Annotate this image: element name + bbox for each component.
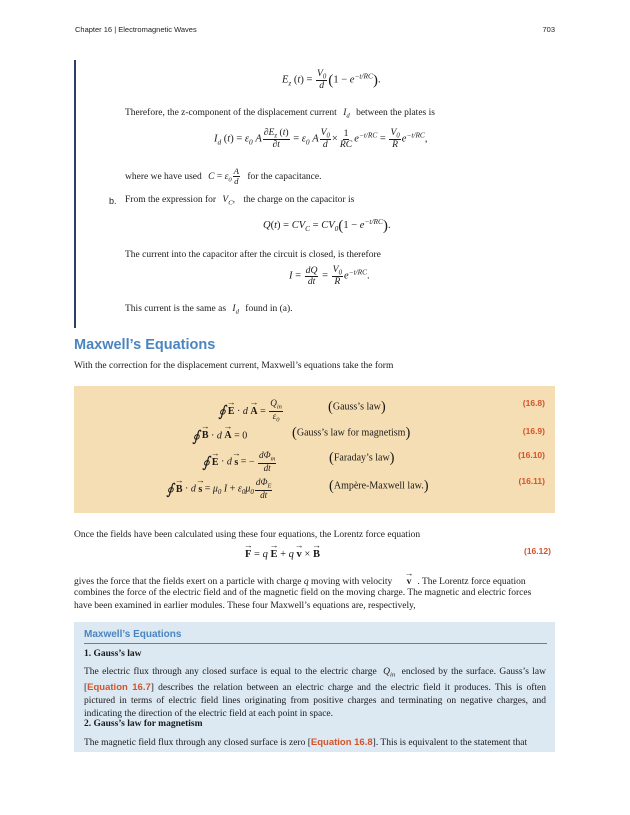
equation-i: I = $\frac{dQ}{dt}$ = $\frac{V_0}{R}$ $e^{-t/RC}$. [289,264,370,288]
equation-faraday: ∮→ E · d → s = − $\frac{d\Phi_m}{dt}$ [202,451,277,474]
equation-lorentz: → F = q → E + q → v × → B [245,546,320,560]
equation-gauss-magnetism: ∮→ B · d → A = 0 [192,427,247,446]
part-b-label: b. [109,196,117,206]
eqnum-16-8: (16.8) [522,398,545,408]
therefore-tail: between the plates is [356,108,435,118]
item1-text-b: enclosed by the surface. Gauss’s law [401,667,547,677]
from-expression-text: From the expression for [125,195,217,205]
equation-gauss: ∮→ E · d → A = $\frac{Q_{in}}{\varepsilon_0}$ [218,399,284,424]
lorentz-p1b: moving with velocity [310,577,393,587]
same-as-line: This current is the same as $I_d$ found in (a). [125,304,293,316]
item2-text-a: The magnetic field flux through any closed surface is zero [84,738,306,748]
note-item2-title: 2. Gauss’s law for magnetism [84,719,203,729]
page-number: 703 [542,25,555,34]
charge-on-capacitor-text: the charge on the capacitor is [243,195,355,205]
equation-16-8-link[interactable]: Equation 16.8 [310,737,373,748]
eqnum-16-9: (16.9) [522,426,545,436]
part-b-line: From the expression for $V_C$, the charge on the capacitor is [125,195,355,207]
example-sidebar-rule [74,60,76,328]
item2-text-b: . This is equivalent to the statement that [375,738,528,748]
item1-text-a: The electric flux through any closed surface is equal to the electric charge [84,667,377,677]
note-item1-title: 1. Gauss’s law [84,649,142,659]
label-gauss: (Gauss’s law) [328,399,386,415]
therefore-text: Therefore, the z-component of the displacement current [125,108,337,118]
current-into-text: The current into the capacitor after the circuit is closed, is therefore [125,250,381,260]
section-title: Maxwell’s Equations [74,337,216,353]
where-used-text: where we have used [125,171,202,182]
maxwell-summary-box [74,622,555,752]
ampere-maxwell-label: Ampère-Maxwell law [333,480,422,492]
equation-ez: $E_z$ (t) = $\frac{V_0}{d}$ $(1 - e^{-t/RC})$. [282,68,381,92]
equation-q: $Q(t) = CV_C = CV_0(1 - e^{-t/RC})$. [263,217,391,234]
lorentz-lead: Once the fields have been calculated using these four equations, the Lorentz force equation [74,530,421,540]
lorentz-p1c: . The Lorentz force equation [417,577,526,587]
lorentz-line-1: gives the force that the fields exert on a particle with charge q moving with velocity → v . The Lorentz force equation [74,572,526,589]
equation-16-7-link[interactable]: Equation 16.7 [87,682,151,694]
lorentz-p1: gives the force that the fields exert on a particle with charge [74,577,302,587]
gauss-law-label: Gauss’s law [332,401,381,413]
item1-text-c: describes the relation between an electric charge and the electric field it produces. This is often pictured in terms of electric field lines originating from positive charges and terminating on negative charges, and indicating the direction of the electric field at each point in space. [84,683,547,720]
eqnum-16-12: (16.12) [524,546,551,556]
note-item1-body: The electric flux through any closed surface is equal to the electric charge $Q_{in}$ enclosed by the surface. Gauss’s law [Equation 16.7] describes the relation between an electric charge and the electric field it produces. This is often pictured in terms of electric field lines originating from positive charges and terminating on negative charges, and indicating the direction of the electric field at each point in space. [84,667,547,720]
section-intro: With the correction for the displacement current, Maxwell’s equations take the form [74,361,394,371]
label-faraday: (Faraday’s law) [329,450,395,466]
where-used-line: where we have used $C = \varepsilon_0$ $\frac{A}{d}$ for the capacitance. [125,166,322,187]
lorentz-p3: have been examined in earlier modules. These four Maxwell’s equations are, respectively, [74,601,416,611]
lorentz-p2: combines the force of the electric field and of the magnetic field on the moving charge. The magnetic and electric forces [74,588,532,598]
maxwell-equations-box [74,386,555,513]
note-item2-body: The magnetic field flux through any closed surface is zero [Equation 16.8]. This is equivalent to the statement that [84,737,528,748]
for-capacitance-text: for the capacitance. [247,171,322,182]
eqnum-16-11: (16.11) [518,476,545,486]
note-title: Maxwell’s Equations [84,629,547,644]
therefore-line: Therefore, the z-component of the displacement current $I_d$ between the plates is [125,108,435,120]
eqnum-16-10: (16.10) [518,450,545,460]
faraday-label: Faraday’s law [333,452,390,464]
found-in-text: found in (a). [245,304,293,314]
equation-ampere-maxwell: ∮→ $B \cdot d \to s = \mu_0$ $I + \varepsilon_0\mu_0$ $\frac{d\Phi_E}{dt}$ [166,478,273,501]
label-ampere-maxwell: (Ampère-Maxwell law.) [329,478,429,494]
equation-id: $I_d$ $(t) = \varepsilon_0$ A $\frac{\partial E_z (t)}{\partial t}$ = $\varepsilon_0$ A $\frac{V_0}{d}$ × $\frac{1}{RC}$ $e^{-t/RC}$ = $\frac{V_0}{R}$ $e^{-t/RC}$, [214,127,428,151]
label-gauss-magnetism: (Gauss’s law for magnetism) [292,425,411,441]
page-header [75,25,555,37]
gauss-magnetism-label: Gauss’s law for magnetism [296,427,406,439]
chapter-label: Chapter 16 | Electromagnetic Waves [75,25,197,34]
same-as-text: This current is the same as [125,304,227,314]
